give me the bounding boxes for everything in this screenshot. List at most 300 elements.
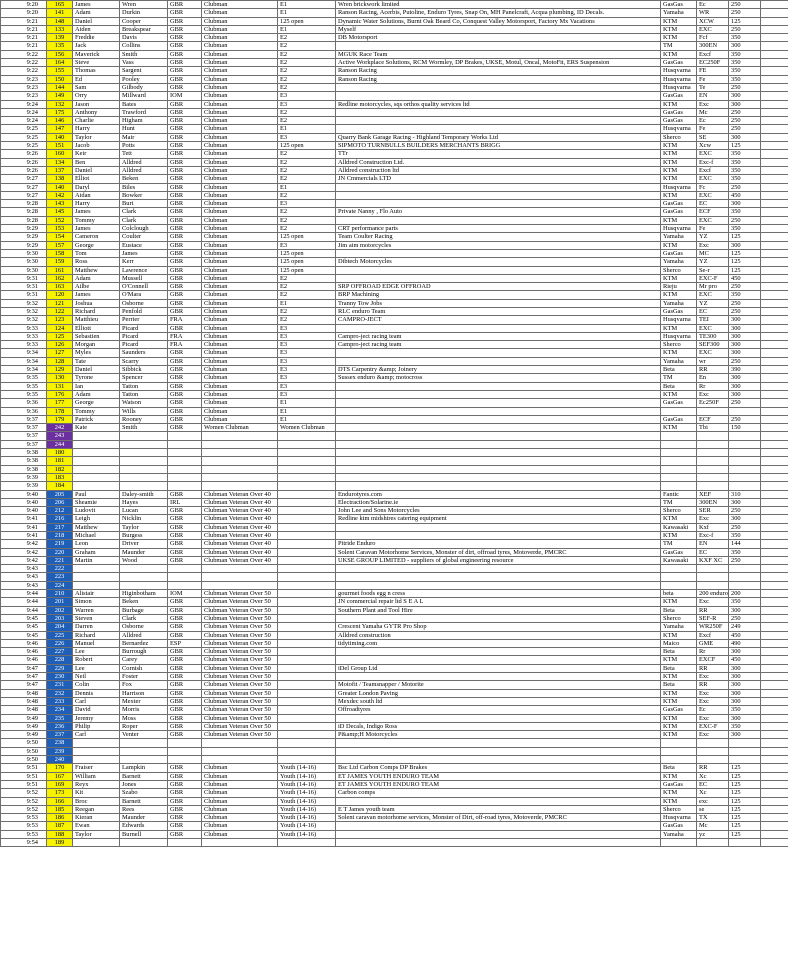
last-name-cell: Pooley (120, 75, 168, 83)
sponsors-cell (336, 747, 661, 755)
start-time-cell: 9:23 (1, 92, 47, 100)
category-cell (278, 532, 336, 540)
rider-number-cell: 243 (47, 432, 73, 440)
category-cell: E2 (278, 166, 336, 174)
empty-cell (761, 573, 788, 581)
category-cell (278, 606, 336, 614)
first-name-cell: Ben (73, 158, 120, 166)
category-cell: E3 (278, 100, 336, 108)
manufacturer-cell: Sherco (661, 507, 697, 515)
category-cell: E3 (278, 382, 336, 390)
nationality-cell: GBR (168, 656, 202, 664)
first-name-cell: Leon (73, 540, 120, 548)
category-cell: E1 (278, 1, 336, 9)
class-cell (202, 756, 278, 764)
nationality-cell (168, 838, 202, 846)
nationality-cell: GBR (168, 42, 202, 50)
first-name-cell: Jacob (73, 142, 120, 150)
capacity-cell: 250 (729, 83, 761, 91)
sponsors-cell (336, 440, 661, 448)
first-name-cell: Tommy (73, 407, 120, 415)
capacity-cell: 300 (729, 341, 761, 349)
nationality-cell: GBR (168, 764, 202, 772)
manufacturer-cell: KTM (661, 797, 697, 805)
category-cell: E3 (278, 133, 336, 141)
manufacturer-cell: GasGas (661, 200, 697, 208)
start-time-cell: 9:42 (1, 548, 47, 556)
class-cell: Clubman Veteran Over 50 (202, 689, 278, 697)
nationality-cell: GBR (168, 407, 202, 415)
sponsors-cell (336, 532, 661, 540)
manufacturer-cell (661, 407, 697, 415)
empty-cell (761, 797, 788, 805)
nationality-cell: GBR (168, 100, 202, 108)
rider-number-cell: 186 (47, 814, 73, 822)
start-time-cell: 9:37 (1, 415, 47, 423)
capacity-cell: 490 (729, 639, 761, 647)
last-name-cell: Wren (120, 1, 168, 9)
manufacturer-cell: KTM (661, 424, 697, 432)
class-cell: Clubman Veteran Over 50 (202, 722, 278, 730)
empty-cell (761, 357, 788, 365)
capacity-cell: 125 (729, 17, 761, 25)
start-time-cell: 9:46 (1, 656, 47, 664)
capacity-cell: 125 (729, 233, 761, 241)
manufacturer-cell: Husqvarna (661, 332, 697, 340)
nationality-cell: GBR (168, 366, 202, 374)
last-name-cell (120, 449, 168, 457)
table-row (1, 606, 788, 614)
model-cell: YZ (697, 258, 729, 266)
table-row (1, 838, 788, 846)
last-name-cell (120, 581, 168, 589)
empty-cell (761, 656, 788, 664)
capacity-cell: 300 (729, 374, 761, 382)
sponsors-cell: Myself (336, 25, 661, 33)
manufacturer-cell: GasGas (661, 59, 697, 67)
empty-cell (761, 83, 788, 91)
sponsors-cell: BRP Machining (336, 291, 661, 299)
table-row (1, 299, 788, 307)
category-cell (278, 473, 336, 481)
first-name-cell: Matthew (73, 523, 120, 531)
nationality-cell: GBR (168, 274, 202, 282)
last-name-cell: Higinbotham (120, 590, 168, 598)
start-time-cell: 9:28 (1, 200, 47, 208)
nationality-cell: GBR (168, 83, 202, 91)
capacity-cell: 125 (729, 249, 761, 257)
manufacturer-cell: Yamaha (661, 357, 697, 365)
nationality-cell: GBR (168, 814, 202, 822)
start-time-cell: 9:43 (1, 565, 47, 573)
capacity-cell: 300 (729, 382, 761, 390)
table-row (1, 623, 788, 631)
category-cell (278, 631, 336, 639)
first-name-cell: James (73, 1, 120, 9)
empty-cell (761, 341, 788, 349)
table-row (1, 432, 788, 440)
class-cell: Clubman (202, 75, 278, 83)
class-cell: Clubman (202, 200, 278, 208)
nationality-cell: GBR (168, 324, 202, 332)
nationality-cell: GBR (168, 34, 202, 42)
first-name-cell: Patrick (73, 415, 120, 423)
rider-number-cell: 156 (47, 50, 73, 58)
capacity-cell: 450 (729, 274, 761, 282)
model-cell: 300EN (697, 42, 729, 50)
empty-cell (761, 631, 788, 639)
rider-number-cell: 189 (47, 838, 73, 846)
table-row (1, 515, 788, 523)
rider-number-cell: 140 (47, 183, 73, 191)
nationality-cell: GBR (168, 349, 202, 357)
nationality-cell: GBR (168, 225, 202, 233)
last-name-cell: Burt (120, 200, 168, 208)
category-cell: E2 (278, 150, 336, 158)
table-row (1, 341, 788, 349)
rider-number-cell: 220 (47, 548, 73, 556)
category-cell: E2 (278, 175, 336, 183)
category-cell: 125 open (278, 17, 336, 25)
capacity-cell: 125 (729, 266, 761, 274)
start-time-cell: 9:38 (1, 449, 47, 457)
first-name-cell: Tom (73, 249, 120, 257)
rider-number-cell: 143 (47, 200, 73, 208)
empty-cell (761, 316, 788, 324)
rider-number-cell: 205 (47, 490, 73, 498)
class-cell: Clubman (202, 59, 278, 67)
class-cell: Clubman (202, 108, 278, 116)
sponsors-cell: tidytiming.com (336, 639, 661, 647)
category-cell (278, 664, 336, 672)
start-time-cell: 9:22 (1, 50, 47, 58)
sponsors-cell (336, 457, 661, 465)
sponsors-cell: ET JAMES YOUTH ENDURO TEAM (336, 772, 661, 780)
class-cell: Clubman Veteran Over 50 (202, 648, 278, 656)
first-name-cell: Reegan (73, 805, 120, 813)
empty-cell (761, 523, 788, 531)
model-cell: Exc (697, 390, 729, 398)
nationality-cell: GBR (168, 673, 202, 681)
capacity-cell: 450 (729, 656, 761, 664)
category-cell: Youth (14-16) (278, 814, 336, 822)
category-cell (278, 731, 336, 739)
start-time-cell: 9:41 (1, 523, 47, 531)
first-name-cell: Charlie (73, 117, 120, 125)
capacity-cell (729, 432, 761, 440)
start-time-cell: 9:24 (1, 117, 47, 125)
empty-cell (761, 432, 788, 440)
last-name-cell (120, 432, 168, 440)
rider-number-cell: 149 (47, 92, 73, 100)
manufacturer-cell: Beta (661, 681, 697, 689)
capacity-cell: 350 (729, 59, 761, 67)
manufacturer-cell: KTM (661, 656, 697, 664)
start-time-cell: 9:53 (1, 830, 47, 838)
start-time-cell: 9:44 (1, 606, 47, 614)
last-name-cell: Watson (120, 399, 168, 407)
rider-number-cell: 151 (47, 142, 73, 150)
rider-number-cell: 179 (47, 415, 73, 423)
last-name-cell: Hayes (120, 498, 168, 506)
capacity-cell: 390 (729, 366, 761, 374)
nationality-cell: GBR (168, 789, 202, 797)
sponsors-cell (336, 324, 661, 332)
model-cell: SEF300 (697, 341, 729, 349)
class-cell: Clubman (202, 316, 278, 324)
model-cell: Excf (697, 166, 729, 174)
sponsors-cell (336, 714, 661, 722)
class-cell: Clubman Veteran Over 50 (202, 656, 278, 664)
last-name-cell: Cornish (120, 664, 168, 672)
rider-number-cell: 232 (47, 689, 73, 697)
manufacturer-cell (661, 581, 697, 589)
model-cell: XCW (697, 17, 729, 25)
table-row (1, 482, 788, 490)
last-name-cell: Lampkin (120, 764, 168, 772)
sponsors-cell (336, 432, 661, 440)
first-name-cell: Sebastien (73, 332, 120, 340)
first-name-cell: Simon (73, 598, 120, 606)
capacity-cell: 125 (729, 772, 761, 780)
model-cell (697, 756, 729, 764)
sponsors-cell (336, 399, 661, 407)
rider-number-cell: 180 (47, 449, 73, 457)
last-name-cell: Kerr (120, 258, 168, 266)
model-cell: Tbi (697, 424, 729, 432)
model-cell: XEF (697, 490, 729, 498)
start-time-cell: 9:22 (1, 59, 47, 67)
empty-cell (761, 764, 788, 772)
model-cell: EN (697, 540, 729, 548)
last-name-cell: Cooper (120, 17, 168, 25)
last-name-cell: Taylor (120, 523, 168, 531)
model-cell: Exc-f (697, 532, 729, 540)
class-cell: Clubman (202, 133, 278, 141)
start-time-cell: 9:49 (1, 714, 47, 722)
first-name-cell (73, 449, 120, 457)
rider-number-cell: 202 (47, 606, 73, 614)
table-row (1, 67, 788, 75)
category-cell (278, 689, 336, 697)
category-cell: E2 (278, 83, 336, 91)
model-cell: SE (697, 133, 729, 141)
model-cell: KXF XC (697, 556, 729, 564)
start-time-cell: 9:23 (1, 83, 47, 91)
nationality-cell: GBR (168, 357, 202, 365)
start-time-cell: 9:44 (1, 590, 47, 598)
first-name-cell (73, 432, 120, 440)
sponsors-cell: Dibtech Motorcycles (336, 258, 661, 266)
rider-number-cell: 160 (47, 150, 73, 158)
rider-number-cell: 153 (47, 225, 73, 233)
last-name-cell: Foster (120, 673, 168, 681)
model-cell: En (697, 374, 729, 382)
empty-cell (761, 639, 788, 647)
manufacturer-cell: KTM (661, 390, 697, 398)
nationality-cell: GBR (168, 689, 202, 697)
sponsors-cell (336, 482, 661, 490)
capacity-cell: 150 (729, 424, 761, 432)
manufacturer-cell: KTM (661, 50, 697, 58)
class-cell: Clubman Veteran Over 40 (202, 498, 278, 506)
start-time-cell: 9:51 (1, 772, 47, 780)
start-time-cell: 9:46 (1, 648, 47, 656)
last-name-cell: Driver (120, 540, 168, 548)
first-name-cell (73, 473, 120, 481)
class-cell: Clubman Veteran Over 40 (202, 548, 278, 556)
manufacturer-cell (661, 449, 697, 457)
rider-number-cell: 148 (47, 17, 73, 25)
table-row (1, 59, 788, 67)
capacity-cell: 249 (729, 623, 761, 631)
sponsors-cell: ET JAMES YOUTH ENDURO TEAM (336, 780, 661, 788)
start-time-cell: 9:40 (1, 490, 47, 498)
empty-cell (761, 291, 788, 299)
start-time-cell: 9:26 (1, 158, 47, 166)
nationality-cell: GBR (168, 623, 202, 631)
rider-number-cell: 162 (47, 274, 73, 282)
model-cell: SER (697, 507, 729, 515)
class-cell: Clubman Veteran Over 40 (202, 540, 278, 548)
start-time-cell: 9:25 (1, 142, 47, 150)
class-cell: Clubman (202, 17, 278, 25)
class-cell: Clubman (202, 780, 278, 788)
empty-cell (761, 789, 788, 797)
last-name-cell: Saunders (120, 349, 168, 357)
table-row (1, 540, 788, 548)
model-cell: Exc (697, 714, 729, 722)
table-row (1, 83, 788, 91)
model-cell: Mc (697, 822, 729, 830)
model-cell: EXC (697, 291, 729, 299)
category-cell: E3 (278, 390, 336, 398)
sponsors-cell: Redline motorcycles, sqs orthos quality services ltd (336, 100, 661, 108)
table-row (1, 399, 788, 407)
model-cell: TEI (697, 316, 729, 324)
start-time-cell: 9:29 (1, 233, 47, 241)
manufacturer-cell: Yamaha (661, 9, 697, 17)
last-name-cell: Burgess (120, 532, 168, 540)
class-cell: Clubman (202, 382, 278, 390)
start-time-cell: 9:37 (1, 424, 47, 432)
capacity-cell: 250 (729, 125, 761, 133)
class-cell: Clubman Veteran Over 40 (202, 490, 278, 498)
sponsors-cell: UKSE GROUP LIMITED - suppliers of global engineering resource (336, 556, 661, 564)
table-row (1, 681, 788, 689)
table-row (1, 424, 788, 432)
table-row (1, 664, 788, 672)
start-time-cell: 9:21 (1, 42, 47, 50)
manufacturer-cell: GasGas (661, 108, 697, 116)
class-cell: Clubman (202, 25, 278, 33)
first-name-cell: Warren (73, 606, 120, 614)
empty-cell (761, 34, 788, 42)
model-cell: 200 enduro (697, 590, 729, 598)
start-time-cell: 9:41 (1, 532, 47, 540)
manufacturer-cell: GasGas (661, 780, 697, 788)
last-name-cell: Burrough (120, 648, 168, 656)
capacity-cell (729, 440, 761, 448)
empty-cell (761, 714, 788, 722)
last-name-cell: Barnett (120, 772, 168, 780)
nationality-cell: GBR (168, 142, 202, 150)
model-cell: EXC (697, 25, 729, 33)
model-cell: Exc (697, 241, 729, 249)
nationality-cell: GBR (168, 614, 202, 622)
last-name-cell: Edwards (120, 822, 168, 830)
first-name-cell: Paul (73, 490, 120, 498)
first-name-cell: Tate (73, 357, 120, 365)
class-cell (202, 747, 278, 755)
model-cell: RR (697, 764, 729, 772)
rider-number-cell: 146 (47, 117, 73, 125)
last-name-cell: Szabo (120, 789, 168, 797)
first-name-cell: Elliot (73, 175, 120, 183)
capacity-cell: 125 (729, 142, 761, 150)
table-row (1, 689, 788, 697)
manufacturer-cell: Husqvarna (661, 316, 697, 324)
category-cell: E3 (278, 92, 336, 100)
model-cell: MC (697, 249, 729, 257)
last-name-cell: Clark (120, 216, 168, 224)
last-name-cell (120, 457, 168, 465)
start-time-cell: 9:48 (1, 697, 47, 705)
capacity-cell: 300 (729, 390, 761, 398)
manufacturer-cell: Yamaha (661, 233, 697, 241)
rider-number-cell: 183 (47, 473, 73, 481)
manufacturer-cell: KTM (661, 349, 697, 357)
start-time-cell: 9:38 (1, 465, 47, 473)
rider-number-cell: 173 (47, 789, 73, 797)
sponsors-cell: Redline ktm midshires catering equipment (336, 515, 661, 523)
start-time-cell: 9:24 (1, 100, 47, 108)
first-name-cell: Orry (73, 92, 120, 100)
empty-cell (761, 166, 788, 174)
manufacturer-cell: Beta (661, 764, 697, 772)
manufacturer-cell: Beta (661, 664, 697, 672)
rider-number-cell: 121 (47, 299, 73, 307)
nationality-cell: GBR (168, 390, 202, 398)
capacity-cell: 300 (729, 498, 761, 506)
capacity-cell: 250 (729, 399, 761, 407)
category-cell (278, 648, 336, 656)
sponsors-cell (336, 830, 661, 838)
table-row (1, 830, 788, 838)
start-time-cell: 9:47 (1, 673, 47, 681)
start-time-cell: 9:30 (1, 258, 47, 266)
table-row (1, 316, 788, 324)
rider-number-cell: 244 (47, 440, 73, 448)
sponsors-cell: Alldred construction (336, 631, 661, 639)
class-cell: Clubman Veteran Over 50 (202, 731, 278, 739)
category-cell: E3 (278, 366, 336, 374)
table-row (1, 457, 788, 465)
manufacturer-cell: KTM (661, 241, 697, 249)
model-cell: Exc (697, 673, 729, 681)
manufacturer-cell: Yamaha (661, 830, 697, 838)
nationality-cell: GBR (168, 382, 202, 390)
empty-cell (761, 747, 788, 755)
table-row (1, 117, 788, 125)
nationality-cell: GBR (168, 291, 202, 299)
table-row (1, 50, 788, 58)
model-cell: exc (697, 797, 729, 805)
empty-cell (761, 366, 788, 374)
last-name-cell: Fox (120, 681, 168, 689)
manufacturer-cell: Yamaha (661, 299, 697, 307)
sponsors-cell: Tranny Tow Jobs (336, 299, 661, 307)
